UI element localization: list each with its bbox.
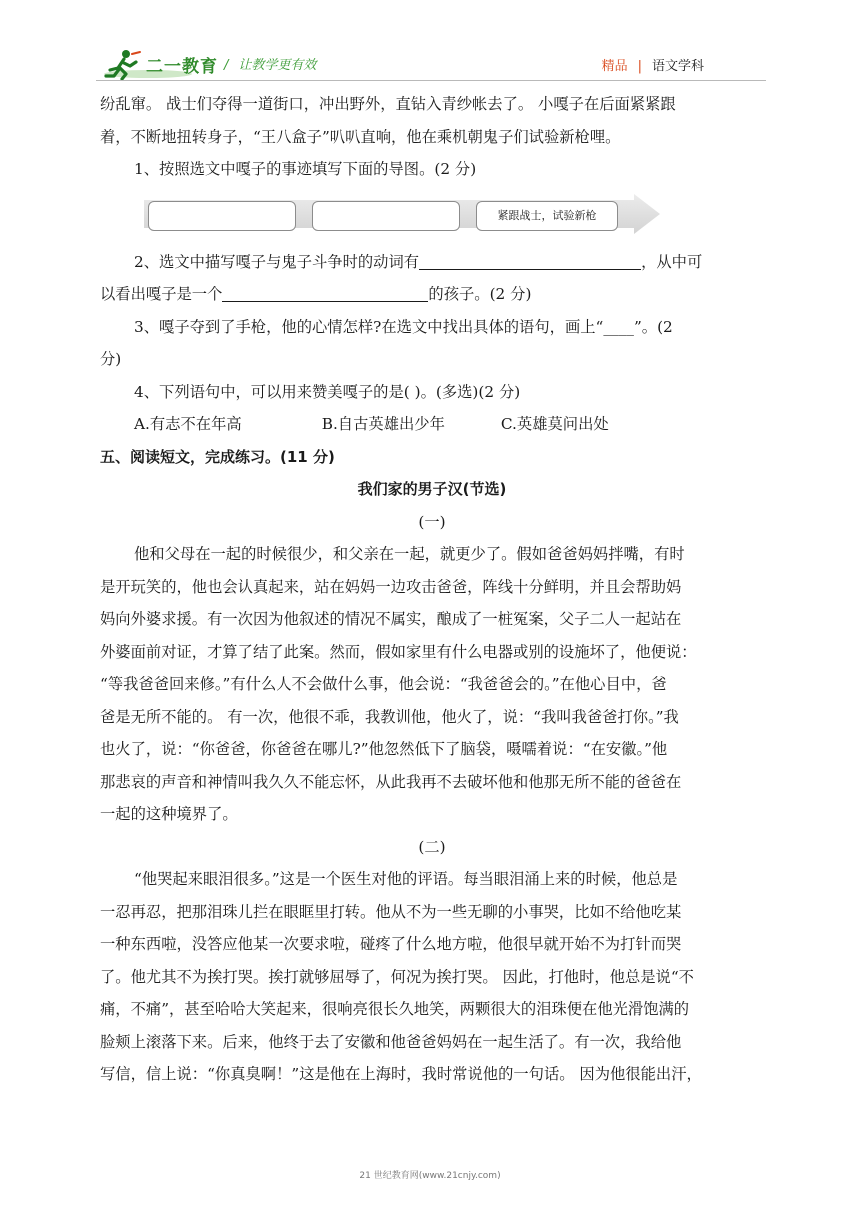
document-body [100, 88, 764, 1091]
logo-text: 二一教育 [146, 57, 218, 77]
section-5-heading: 五、阅读短文，完成练习。(11 分) [100, 447, 335, 466]
answer-blank-verbs[interactable] [419, 251, 641, 270]
question-3: 3、嘎子夺到了手枪，他的心情怎样?在选文中找出具体的语句，画上“____”。(2 [134, 317, 673, 336]
option-b[interactable]: B.自古英雄出少年 [321, 415, 445, 433]
slogan-text: 让教学更有效 [238, 58, 317, 73]
paragraph-line: “他哭起来眼泪很多。”这是一个医生对他的评语。每当眼泪涌上来的时候，他总是 [134, 870, 678, 888]
mind-map [100, 192, 764, 244]
option-c[interactable]: C.英雄莫问出处 [500, 415, 609, 433]
question-4-options [100, 408, 764, 441]
page-header [0, 0, 860, 80]
map-box-2[interactable] [312, 201, 460, 231]
question-1: 1、按照选文中嘎子的事迹填写下面的导图。(2 分) [134, 160, 477, 178]
header-divider [96, 80, 766, 81]
slogan-slash: / [224, 58, 229, 73]
paragraph-line: 一起的这种境界了。 [100, 805, 238, 823]
question-3-cont: 分) [100, 350, 122, 368]
header-slogan [224, 54, 316, 73]
paragraph-line: 一种东西啦，没答应他某一次要求啦，碰疼了什么地方啦，他很早就开始不为打针而哭 [100, 935, 682, 953]
subject-label: 语文学科 [651, 59, 704, 74]
option-a[interactable]: A.有志不在年高 [134, 415, 242, 433]
premium-label: 精品 [601, 59, 628, 74]
paragraph-line: 他和父母在一起的时候很少，和父亲在一起，就更少了。假如爸爸妈妈拌嘴，有时 [134, 545, 685, 563]
paragraph-line: 写信，信上说：“你真臭啊！”这是他在上海时，我时常说他的一句话。 因为他很能出汗， [100, 1065, 702, 1083]
map-box-3: 紧跟战士，试验新枪 [476, 201, 618, 231]
paragraph-line: 那悲哀的声音和神情叫我久久不能忘怀，从此我再不去破坏他和他那无所不能的爸爸在 [100, 772, 682, 791]
answer-blank-trait[interactable] [222, 283, 428, 302]
paragraph-line: 外婆面前对证，才算了结了此案。然而，假如家里有什么电器或别的设施坏了，他便说： [100, 642, 697, 661]
map-box-1[interactable] [148, 201, 296, 231]
part-2-label: (二) [418, 837, 446, 856]
paragraph-line: 爸是无所不能的。 有一次，他很不乖，我教训他，他火了，说：“我叫我爸爸打你。”我 [100, 707, 679, 726]
badge-separator: | [637, 59, 642, 74]
question-2-text: 2、选文中描写嘎子与鬼子斗争时的动词有 [134, 252, 420, 271]
question-2-text: ，从中可 [641, 252, 703, 271]
paragraph-line: 了。他尤其不为挨打哭。挨打就够屈辱了，何况为挨打哭。 因此，打他时，他总是说“不 [100, 967, 694, 986]
question-2-text: 以看出嘎子是一个 [100, 285, 223, 303]
paragraph-line: 痛，不痛”，甚至哈哈大笑起来，很响亮很长久地笑，两颗很大的泪珠便在他光滑饱满的 [100, 1000, 690, 1018]
page-footer: 21 世纪教育网(www.21cnjy.com) [359, 1171, 501, 1181]
paragraph-line: 是开玩笑的，他也会认真起来，站在妈妈一边攻击爸爸，阵线十分鲜明，并且会帮助妈 [100, 577, 682, 596]
question-2-line-2 [100, 278, 764, 311]
subject-badge [602, 55, 704, 74]
part-1-label: (一) [418, 512, 446, 531]
paragraph-line: 一忍再忍，把那泪珠儿拦在眼眶里打转。他从不为一些无聊的小事哭，比如不给他吃某 [100, 902, 682, 921]
question-2-text: 的孩子。(2 分) [428, 285, 532, 303]
question-4: 4、下列语句中，可以用来赞美嘎子的是( )。(多选)(2 分) [134, 382, 521, 401]
passage-line: 纷乱窜。 战士们夺得一道街口，冲出野外，直钻入青纱帐去了。 小嘎子在后面紧紧跟 [100, 95, 676, 113]
paragraph-line: “等我爸爸回来修。”有什么人不会做什么事，他会说：“我爸爸会的。”在他心目中，爸 [100, 675, 667, 693]
paragraph-line: 也火了，说：“你爸爸，你爸爸在哪儿?”他忽然低下了脑袋，嗫嚅着说：“在安徽。”他 [100, 740, 668, 758]
question-2-line-1 [100, 246, 764, 279]
passage-title: 我们家的男子汉(节选) [357, 480, 507, 498]
paragraph-line: 妈向外婆求援。有一次因为他叙述的情况不属实，酿成了一桩冤案，父子二人一起站在 [100, 610, 682, 628]
passage-line: 着，不断地扭转身子，“王八盒子”叭叭直响，他在乘机朝鬼子们试验新枪哩。 [100, 127, 621, 146]
paragraph-line: 脸颊上滚落下来。后来，他终于去了安徽和他爸爸妈妈在一起生活了。有一次，我给他 [100, 1032, 682, 1051]
